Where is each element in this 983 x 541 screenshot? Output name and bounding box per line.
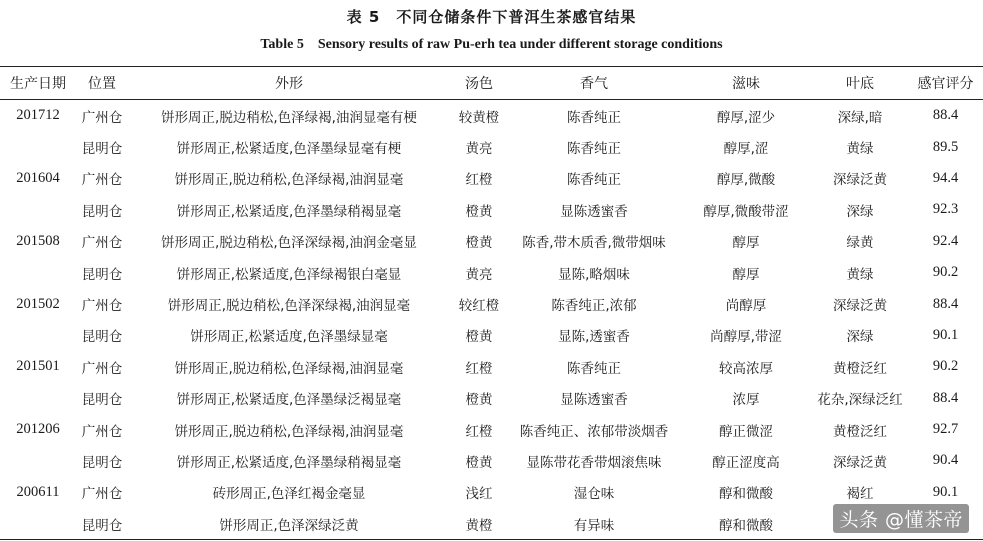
cell-appearance: 饼形周正,松紧适度,色泽墨绿稍褐显毫 (176, 454, 402, 471)
cell-date: 201508 (16, 232, 60, 249)
cell-leaf: 深绿泛黄 (833, 454, 887, 471)
cell-aroma: 陈香纯正,浓郁 (551, 298, 637, 315)
cell-date: 201502 (16, 295, 60, 312)
watermark: 头条 @懂茶帝 (833, 504, 969, 533)
cell-location: 广州仓 (81, 109, 123, 126)
cell-leaf: 花杂,深绿泛红 (817, 392, 903, 409)
cell-leaf: 黄绿 (846, 141, 874, 158)
cell-score: 90.1 (932, 326, 959, 343)
cell-liquor: 红橙 (465, 360, 493, 377)
cell-score: 88.4 (932, 107, 959, 124)
header-aroma: 香气 (508, 67, 680, 100)
cell-score: 89.5 (932, 138, 959, 155)
cell-location: 广州仓 (81, 486, 123, 503)
cell-location: 昆明仓 (81, 203, 123, 220)
cell-date (0, 194, 76, 225)
cell-score: 92.7 (932, 421, 959, 438)
cell-taste: 醇和微酸 (680, 508, 812, 540)
cell-liquor: 橙黄 (465, 329, 493, 346)
cell-location: 昆明仓 (81, 141, 123, 158)
header-taste: 滋味 (680, 67, 812, 100)
header-sensory-score: 感官评分 (908, 67, 983, 100)
cell-date (0, 131, 76, 162)
cell-liquor: 橙黄 (465, 203, 493, 220)
cell-leaf: 黄橙泛红 (833, 360, 887, 377)
cell-liquor: 黄亮 (465, 141, 493, 158)
table-row (0, 351, 983, 382)
cell-liquor: 较红橙 (458, 298, 500, 315)
cell-date: 201501 (16, 358, 60, 375)
cell-liquor: 橙黄 (465, 235, 493, 252)
cell-leaf: 深绿泛黄 (833, 298, 887, 315)
cell-liquor: 黄亮 (465, 266, 493, 283)
cell-aroma: 湿仓味 (573, 486, 615, 503)
cell-leaf: 绿黄 (846, 235, 874, 252)
cell-location: 昆明仓 (81, 454, 123, 471)
cell-score: 90.4 (932, 452, 959, 469)
cell-date: 201206 (16, 421, 60, 438)
cell-taste: 尚醇厚,带涩 (710, 329, 782, 346)
cell-score: 88.4 (932, 295, 959, 312)
cell-taste: 醇厚,微酸 (716, 172, 776, 189)
table-row (0, 131, 983, 162)
cell-appearance: 饼形周正,松紧适度,色泽墨绿显毫 (190, 329, 388, 346)
cell-taste: 醇正微涩 (719, 423, 773, 440)
table-row (0, 226, 983, 257)
header-row (0, 67, 983, 100)
cell-date (0, 320, 76, 351)
cell-leaf: 黄橙泛红 (833, 423, 887, 440)
cell-date: 200611 (16, 483, 60, 500)
cell-aroma: 陈香,带木质香,微带烟味 (522, 235, 666, 252)
cell-appearance: 饼形周正,松紧适度,色泽墨绿显毫有梗 (176, 141, 402, 158)
cell-date (0, 445, 76, 476)
table-caption-english: Table 5 Sensory results of raw Pu-erh tea under different storage conditions (260, 37, 723, 52)
header-liquor-color: 汤色 (450, 67, 508, 100)
table-row (0, 414, 983, 445)
cell-taste: 醇厚 (732, 235, 760, 252)
cell-aroma: 陈香纯正、浓郁带淡烟香 (519, 423, 669, 440)
table-header (0, 67, 983, 100)
cell-aroma: 显陈带花香带烟滚焦味 (526, 454, 662, 471)
header-appearance: 外形 (128, 67, 450, 100)
cell-appearance: 饼形周正,松紧适度,色泽绿褐银白毫显 (176, 266, 402, 283)
cell-score: 92.4 (932, 232, 959, 249)
cell-liquor: 浅红 (465, 486, 493, 503)
cell-location: 昆明仓 (81, 392, 123, 409)
cell-location: 昆明仓 (81, 266, 123, 283)
table-row (0, 194, 983, 225)
table-row (0, 288, 983, 319)
cell-appearance: 饼形周正,脱边稍松,色泽绿褐,油润显毫有梗 (161, 109, 417, 126)
cell-score: 90.2 (932, 264, 959, 281)
cell-appearance: 饼形周正,色泽深绿泛黄 (128, 508, 450, 540)
cell-liquor: 红橙 (465, 423, 493, 440)
cell-aroma: 有异味 (508, 508, 680, 540)
cell-leaf: 黄绿 (846, 266, 874, 283)
table-row (0, 383, 983, 414)
table-row (0, 445, 983, 476)
sensory-results-table (0, 66, 983, 540)
cell-leaf: 深绿 (846, 329, 874, 346)
cell-taste: 浓厚 (732, 392, 760, 409)
cell-taste: 醇正涩度高 (712, 454, 780, 471)
cell-aroma: 陈香纯正 (567, 141, 621, 158)
cell-location: 广州仓 (81, 423, 123, 440)
cell-aroma: 显陈透蜜香 (560, 392, 628, 409)
cell-date (0, 508, 76, 540)
cell-location: 广州仓 (81, 298, 123, 315)
cell-appearance: 饼形周正,脱边稍松,色泽深绿褐,油润显毫 (167, 298, 411, 315)
cell-appearance: 砖形周正,色泽红褐金毫显 (212, 486, 366, 503)
cell-leaf: 褐红 (846, 486, 874, 503)
cell-appearance: 饼形周正,脱边稍松,色泽深绿褐,油润金毫显 (161, 235, 417, 252)
cell-leaf: 深绿泛黄 (833, 172, 887, 189)
cell-leaf: 深绿,暗 (837, 109, 883, 126)
cell-aroma: 显陈,略烟味 (558, 266, 630, 283)
cell-liquor: 橙黄 (465, 392, 493, 409)
cell-taste: 较高浓厚 (719, 360, 773, 377)
header-leaf-bottom: 叶底 (812, 67, 908, 100)
cell-score: 92.3 (932, 201, 959, 218)
cell-date (0, 383, 76, 414)
cell-appearance: 饼形周正,松紧适度,色泽墨绿稍褐显毫 (176, 203, 402, 220)
cell-taste: 醇厚,涩少 (716, 109, 776, 126)
cell-appearance: 饼形周正,脱边稍松,色泽绿褐,油润显毫 (174, 172, 404, 189)
cell-taste: 醇厚,涩 (723, 141, 769, 158)
cell-score: 90.2 (932, 358, 959, 375)
cell-date: 201712 (16, 107, 60, 124)
cell-location: 广州仓 (81, 360, 123, 377)
cell-taste: 醇厚 (732, 266, 760, 283)
table-row (0, 320, 983, 351)
cell-appearance: 饼形周正,脱边稍松,色泽绿褐,油润显毫 (174, 360, 404, 377)
cell-appearance: 饼形周正,松紧适度,色泽墨绿泛褐显毫 (176, 392, 402, 409)
cell-appearance: 饼形周正,脱边稍松,色泽绿褐,油润显毫 (174, 423, 404, 440)
cell-aroma: 陈香纯正 (567, 360, 621, 377)
cell-location: 昆明仓 (76, 508, 128, 540)
cell-liquor: 红橙 (465, 172, 493, 189)
cell-liquor: 较黄橙 (458, 109, 500, 126)
cell-score: 90.1 (932, 483, 959, 500)
table-row (0, 257, 983, 288)
cell-taste: 尚醇厚 (725, 298, 767, 315)
table-body (0, 100, 983, 540)
header-production-date: 生产日期 (0, 67, 76, 100)
cell-aroma: 显陈,透蜜香 (558, 329, 630, 346)
cell-date (0, 257, 76, 288)
table-row (0, 100, 983, 132)
cell-score: 94.4 (932, 169, 959, 186)
cell-date: 201604 (16, 169, 60, 186)
cell-location: 昆明仓 (81, 329, 123, 346)
cell-liquor: 黄橙 (450, 508, 508, 540)
table-row (0, 163, 983, 194)
cell-taste: 醇厚,微酸带涩 (703, 203, 789, 220)
cell-location: 广州仓 (81, 172, 123, 189)
cell-taste: 醇和微酸 (719, 486, 773, 503)
cell-aroma: 显陈透蜜香 (560, 203, 628, 220)
cell-leaf: 深绿 (846, 203, 874, 220)
table-caption-chinese: 表 5 不同仓储条件下普洱生茶感官结果 (346, 8, 637, 26)
cell-location: 广州仓 (81, 235, 123, 252)
header-location: 位置 (76, 67, 128, 100)
cell-aroma: 陈香纯正 (567, 172, 621, 189)
cell-aroma: 陈香纯正 (567, 109, 621, 126)
cell-liquor: 橙黄 (465, 454, 493, 471)
cell-score: 88.4 (932, 389, 959, 406)
